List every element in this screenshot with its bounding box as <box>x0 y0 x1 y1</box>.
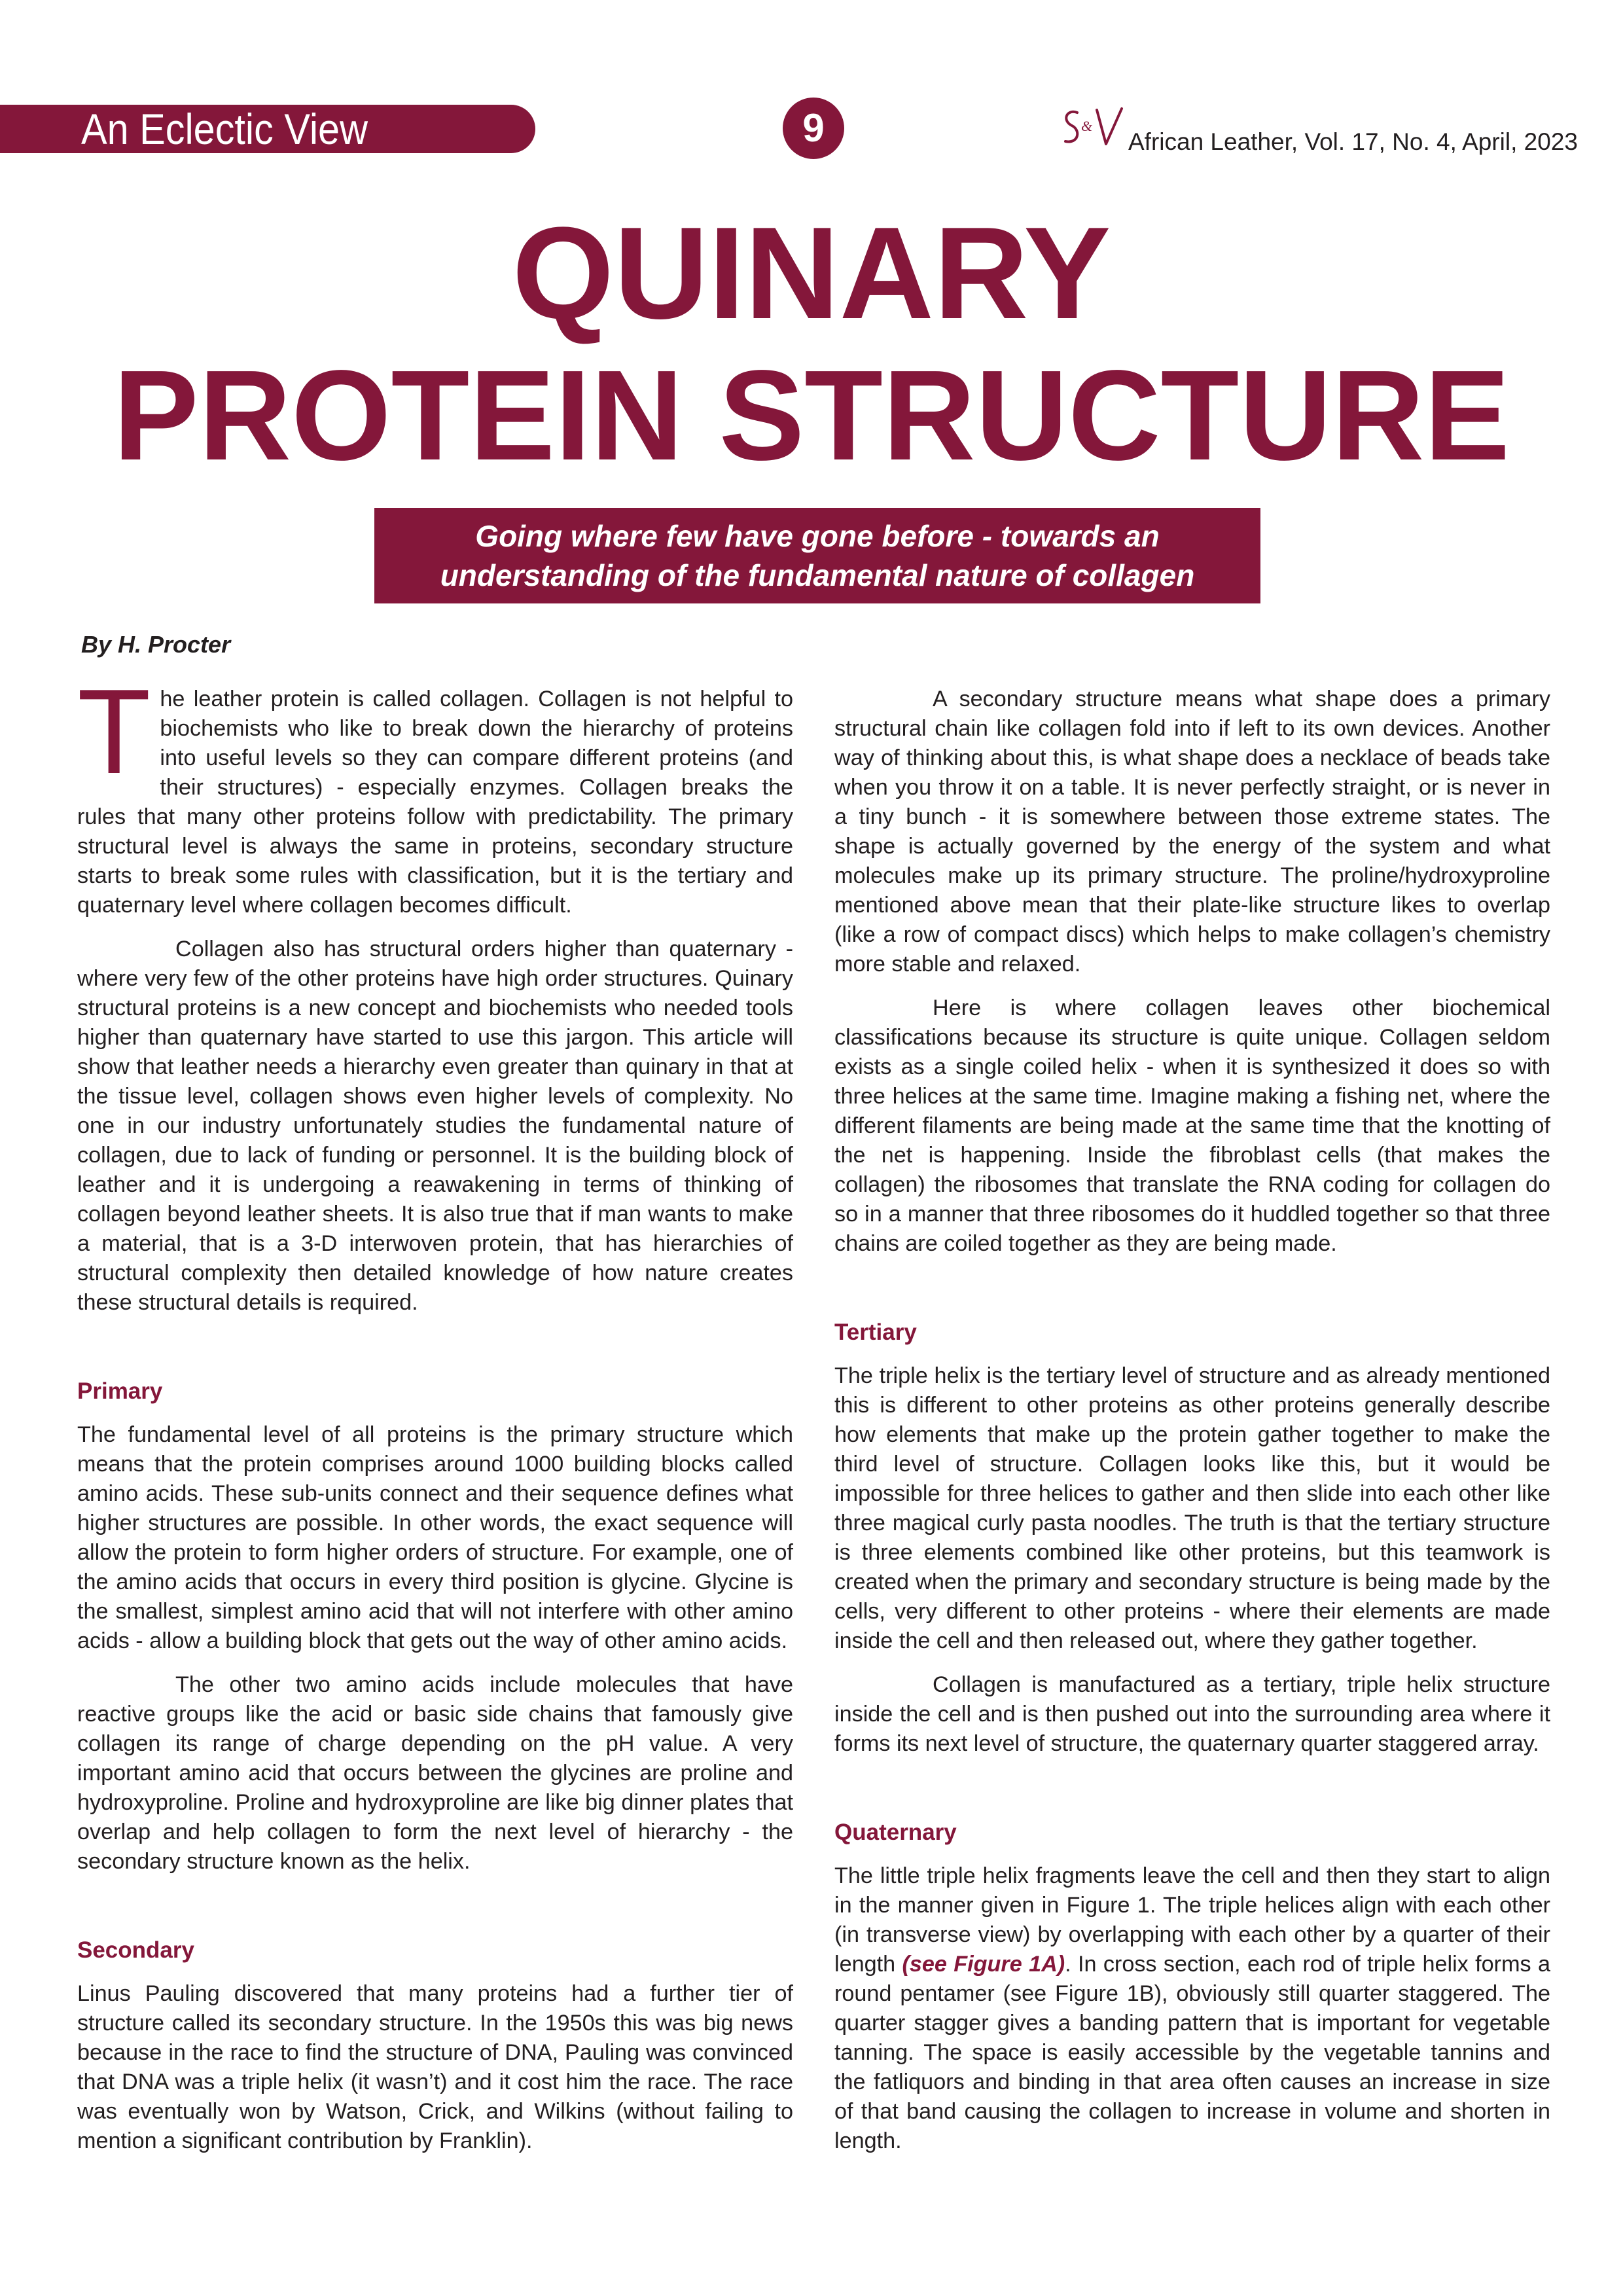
page-number-badge: 9 <box>783 98 844 159</box>
figure-1a-reference: (see Figure 1A) <box>902 1952 1065 1977</box>
subtitle-line-2: understanding of the fundamental nature of collagen <box>440 558 1195 592</box>
quaternary-paragraph-1 <box>834 1861 1550 2156</box>
intro-paragraph-1 <box>77 664 793 920</box>
heading-secondary: Secondary <box>77 1937 194 1963</box>
quaternary-text-before: The little triple helix fragments leave the cell and then they start to align in the manner given in Figure 1. The triple helices align with each other (in transverse view) by overlapping with each other by a quarter of their length <box>834 1863 1550 1977</box>
svg-text:&: & <box>1081 118 1093 134</box>
secondary-paragraph-3: Here is where collagen leaves other biochemical classifications because its structure is quite unique. Collagen seldom exists as a single coiled helix - when it is synthesized it does so with three helices at the same time. Imagine making a fishing net, where the different filaments are being made at the same time that the knotting of the net is happening. Inside the fibroblast cells (that makes the collagen) the ribosomes that translate the RNA coding for collagen do so in a manner that three ribosomes do it huddled together so that three chains are coiled together as they are being made. <box>834 996 1550 1256</box>
section-label: An Eclectic View <box>81 105 368 153</box>
intro-paragraph-1-text: he leather protein is called collagen. Collagen is not helpful to biochemists who like to break down the hierarchy of proteins into useful levels so they can compare different proteins (and their structures) - especially enzymes. Collagen breaks the rules that many other proteins follow with predictability. The primary structural level is always the same in proteins, secondary structure starts to break some rules with classification, but it is the tertiary and quaternary level where collagen becomes difficult. <box>77 687 793 918</box>
left-column <box>77 664 793 2170</box>
right-column <box>834 685 1550 2170</box>
primary-paragraph-1: The fundamental level of all proteins is the primary structure which means that the protein comprises around 1000 building blocks called amino acids. These sub-units connect and their sequence defines what higher structures are possible. In other words, the exact sequence will allow the protein to form higher orders of structure. For example, one of the amino acids that occurs in every third position is glycine. Glycine is the smallest, simplest amino acid that will not interfere with other amino acids - allow a building block that gets out the way of other amino acids. <box>77 1422 793 1653</box>
issue-info: African Leather, Vol. 17, No. 4, April, 2023 <box>1128 128 1578 155</box>
article-subtitle <box>374 508 1260 603</box>
drop-cap: T <box>77 664 151 798</box>
subtitle-line-1: Going where few have gone before - towards an <box>475 519 1160 553</box>
article-title-line-2: PROTEIN STRUCTURE <box>113 344 1510 487</box>
heading-primary: Primary <box>77 1378 163 1404</box>
tertiary-paragraph-1: The triple helix is the tertiary level of structure and as already mentioned this is different to other proteins as other proteins generally describe how elements that make up the protein gather together to make the third level of structure. Collagen looks like this, but it would be impossible for three helices to gather and then slide into each other like three magical curly pasta noodles. The truth is that the tertiary structure is three elements combined like other proteins, but this teamwork is created when the primary and secondary structure is being made by the cells, very different to other proteins - where their elements are made inside the cell and then released out, where they gather together. <box>834 1363 1550 1653</box>
secondary-paragraph-1: Linus Pauling discovered that many proteins had a further tier of structure called its secondary structure. In the 1950s this was big news because in the race to find the structure of DNA, Pauling was convinced that DNA was a triple helix (it wasn’t) and it cost him the race. The race was eventually won by Watson, Crick, and Wilkins (without failing to mention a significant contribution by Franklin). <box>77 1981 793 2153</box>
heading-tertiary: Tertiary <box>834 1319 917 1345</box>
quaternary-text-after: . In cross section, each rod of triple helix forms a round pentamer (see Figure 1B), obviously still quarter staggered. The quarter stagger gives a banding pattern that is important for vegetable tanning. The space is easily accessible by the vegetable tannins and the fatliquors and binding in that area often causes an increase in size of that band causing the collagen to increase in volume and shorten in length. <box>834 1952 1550 2153</box>
byline: By H. Procter <box>81 631 231 658</box>
tertiary-paragraph-2: Collagen is manufactured as a tertiary, triple helix structure inside the cell and is then pushed out into the surrounding area where it forms its next level of structure, the quaternary quarter staggered array. <box>834 1672 1550 1756</box>
primary-paragraph-2: The other two amino acids include molecules that have reactive groups like the acid or basic side chains that famously give collagen its range of charge depending on the pH value. A very important amino acid that occurs between the glycines are proline and hydroxyproline. Proline and hydroxyproline are like big dinner plates that overlap and help collagen to form the next level of hierarchy - the secondary structure known as the helix. <box>77 1672 793 1874</box>
secondary-paragraph-2: A secondary structure means what shape does a primary structural chain like collagen fold into if left to its own devices. Another way of thinking about this, is what shape does a necklace of beads take when you throw it on a table. It is never perfectly straight, or is never in a tiny bunch - it is somewhere between those extreme states. The shape is actually governed by the energy of the system and what molecules make up its primary structure. The proline/hydroxyproline mentioned above mean that their plate-like structure likes to overlap (like a row of compact discs) which helps to make collagen’s chemistry more stable and relaxed. <box>834 687 1550 977</box>
publisher-logo-icon <box>1059 103 1127 156</box>
article-title-line-1: QUINARY <box>512 200 1111 346</box>
heading-quaternary: Quaternary <box>834 1820 957 1845</box>
intro-paragraph-2: Collagen also has structural orders higher than quaternary - where very few of the other proteins have high order structures. Quinary structural proteins is a new concept and biochemists who needed tools higher than quaternary have started to use this jargon. This article will show that leather needs a hierarchy even greater than quinary in that at the tissue level, collagen shows even higher levels of complexity. No one in our industry unfortunately studies the fundamental nature of collagen, due to lack of funding or personnel. It is the building block of leather and it is undergoing a reawakening in terms of thinking of collagen beyond leather sheets. It is also true that if man wants to make a material, that is a 3-D interwoven protein, that has hierarchies of structural complexity then detailed knowledge of how nature creates these structural details is required. <box>77 937 793 1315</box>
